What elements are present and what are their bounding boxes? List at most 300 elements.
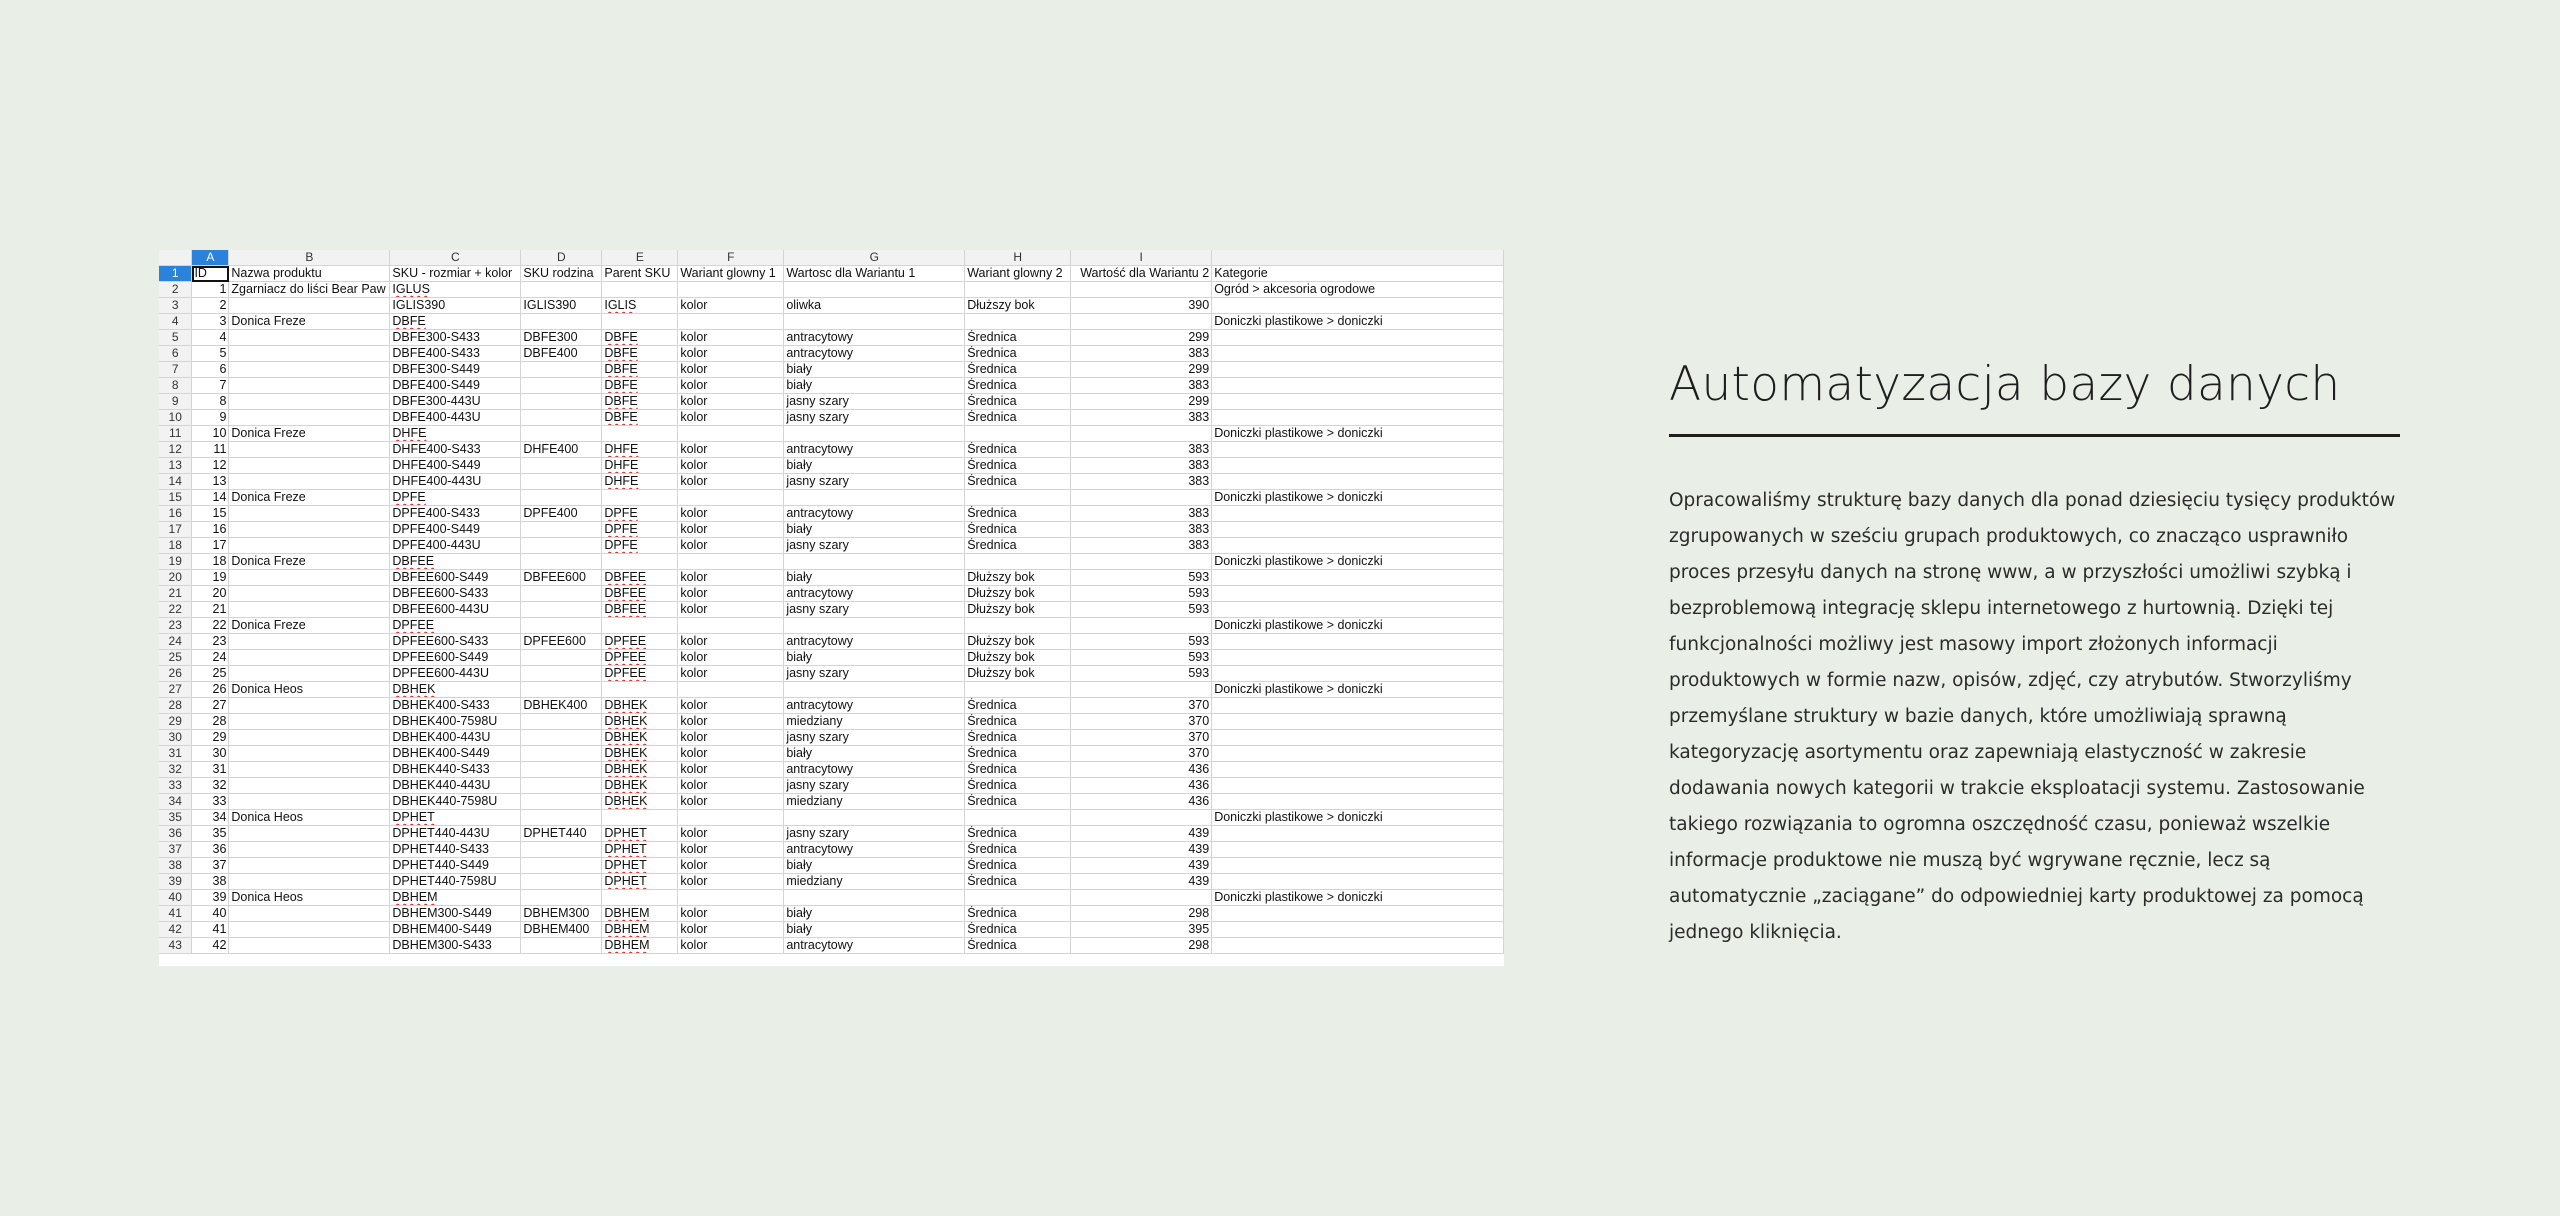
table-cell[interactable]: 24 [192, 650, 229, 666]
table-cell[interactable]: kolor [678, 362, 784, 378]
row-number[interactable]: 2 [159, 282, 192, 298]
table-cell[interactable] [521, 490, 602, 506]
table-cell[interactable]: Średnica [965, 730, 1071, 746]
table-cell[interactable]: DBHEK [390, 682, 521, 698]
table-cell[interactable] [1212, 634, 1504, 650]
table-cell[interactable]: DBHEM300 [521, 906, 602, 922]
table-cell[interactable] [784, 426, 965, 442]
table-cell[interactable]: Donica Freze [229, 314, 390, 330]
table-cell[interactable]: DBHEK400-443U [390, 730, 521, 746]
row-number[interactable]: 23 [159, 618, 192, 634]
column-header[interactable]: B [229, 250, 390, 266]
row-number[interactable]: 5 [159, 330, 192, 346]
table-cell[interactable] [521, 602, 602, 618]
table-cell[interactable]: Średnica [965, 906, 1071, 922]
table-cell[interactable] [1212, 602, 1504, 618]
table-cell[interactable]: kolor [678, 474, 784, 490]
row-number[interactable]: 43 [159, 938, 192, 954]
table-cell[interactable]: Dłuższy bok [965, 570, 1071, 586]
row-number[interactable]: 16 [159, 506, 192, 522]
column-header[interactable]: F [678, 250, 784, 266]
column-header[interactable]: C [390, 250, 521, 266]
row-number[interactable]: 34 [159, 794, 192, 810]
table-cell[interactable]: 6 [192, 362, 229, 378]
table-cell[interactable] [1071, 426, 1212, 442]
table-cell[interactable]: 30 [192, 746, 229, 762]
table-cell[interactable] [678, 426, 784, 442]
table-cell[interactable]: antracytowy [784, 346, 965, 362]
table-cell[interactable]: 26 [192, 682, 229, 698]
table-cell[interactable]: 8 [192, 394, 229, 410]
table-cell[interactable] [1071, 314, 1212, 330]
table-cell[interactable] [229, 778, 390, 794]
table-cell[interactable]: 390 [1071, 298, 1212, 314]
table-cell[interactable]: DBFEE [602, 586, 678, 602]
row-number[interactable]: 9 [159, 394, 192, 410]
table-cell[interactable]: DBFEE [602, 570, 678, 586]
table-cell[interactable] [1212, 474, 1504, 490]
table-cell[interactable] [521, 666, 602, 682]
table-cell[interactable]: Zgarniacz do liści Bear Paw [229, 282, 390, 298]
table-cell[interactable] [229, 730, 390, 746]
table-cell[interactable]: DBFE [602, 394, 678, 410]
table-cell[interactable]: DBFEE [602, 602, 678, 618]
table-cell[interactable]: DBFE400-S449 [390, 378, 521, 394]
row-number[interactable]: 35 [159, 810, 192, 826]
table-cell[interactable]: DPHET440-S449 [390, 858, 521, 874]
table-cell[interactable] [1212, 762, 1504, 778]
table-cell[interactable] [229, 346, 390, 362]
table-cell[interactable]: Doniczki plastikowe > doniczki [1212, 682, 1504, 698]
table-cell[interactable] [1212, 330, 1504, 346]
column-header[interactable]: H [965, 250, 1071, 266]
table-cell[interactable]: DPFE [602, 506, 678, 522]
table-cell[interactable]: 383 [1071, 346, 1212, 362]
table-cell[interactable]: 439 [1071, 874, 1212, 890]
row-number[interactable]: 27 [159, 682, 192, 698]
table-cell[interactable]: Doniczki plastikowe > doniczki [1212, 426, 1504, 442]
table-cell[interactable] [521, 858, 602, 874]
table-cell[interactable] [229, 858, 390, 874]
table-cell[interactable]: Donica Heos [229, 810, 390, 826]
table-cell[interactable]: 436 [1071, 778, 1212, 794]
table-cell[interactable]: DBHEK400-S433 [390, 698, 521, 714]
row-number[interactable]: 40 [159, 890, 192, 906]
table-cell[interactable] [965, 618, 1071, 634]
table-cell[interactable]: DPFEE600-S433 [390, 634, 521, 650]
table-cell[interactable]: DBHEK400-7598U [390, 714, 521, 730]
table-cell[interactable] [229, 666, 390, 682]
table-cell[interactable]: DPHET440 [521, 826, 602, 842]
table-cell[interactable] [521, 378, 602, 394]
table-cell[interactable] [602, 618, 678, 634]
table-cell[interactable] [965, 426, 1071, 442]
table-cell[interactable]: 299 [1071, 362, 1212, 378]
table-cell[interactable] [1212, 922, 1504, 938]
column-header[interactable]: A [192, 250, 229, 266]
table-cell[interactable] [1212, 410, 1504, 426]
table-cell[interactable]: 23 [192, 634, 229, 650]
table-cell[interactable] [521, 682, 602, 698]
table-cell[interactable]: Średnica [965, 762, 1071, 778]
table-cell[interactable] [229, 698, 390, 714]
table-cell[interactable]: 370 [1071, 746, 1212, 762]
table-cell[interactable]: DPFEE [602, 634, 678, 650]
table-cell[interactable]: 37 [192, 858, 229, 874]
row-number[interactable]: 26 [159, 666, 192, 682]
table-cell[interactable]: biały [784, 906, 965, 922]
table-cell[interactable] [521, 938, 602, 954]
table-cell[interactable]: DBFE [602, 330, 678, 346]
table-cell[interactable]: jasny szary [784, 538, 965, 554]
table-cell[interactable]: 436 [1071, 794, 1212, 810]
table-cell[interactable]: DPHET [390, 810, 521, 826]
table-cell[interactable]: kolor [678, 410, 784, 426]
table-cell[interactable]: miedziany [784, 714, 965, 730]
table-cell[interactable]: DPHET440-443U [390, 826, 521, 842]
table-cell[interactable]: DHFE [602, 458, 678, 474]
table-cell[interactable]: 5 [192, 346, 229, 362]
table-cell[interactable]: kolor [678, 858, 784, 874]
table-cell[interactable]: biały [784, 650, 965, 666]
row-number[interactable]: 33 [159, 778, 192, 794]
table-cell[interactable]: DHFE [602, 474, 678, 490]
table-cell[interactable]: biały [784, 458, 965, 474]
table-cell[interactable]: 593 [1071, 602, 1212, 618]
table-cell[interactable] [229, 602, 390, 618]
table-cell[interactable] [602, 810, 678, 826]
table-cell[interactable]: 19 [192, 570, 229, 586]
table-cell[interactable]: DHFE [390, 426, 521, 442]
table-cell[interactable] [965, 314, 1071, 330]
table-cell[interactable]: 1 [192, 282, 229, 298]
table-cell[interactable] [521, 474, 602, 490]
table-cell[interactable] [229, 378, 390, 394]
table-cell[interactable]: kolor [678, 906, 784, 922]
table-cell[interactable] [521, 554, 602, 570]
table-cell[interactable]: biały [784, 522, 965, 538]
table-cell[interactable] [602, 426, 678, 442]
table-cell[interactable] [678, 314, 784, 330]
table-cell[interactable]: 28 [192, 714, 229, 730]
table-cell[interactable]: jasny szary [784, 730, 965, 746]
table-cell[interactable] [521, 842, 602, 858]
table-cell[interactable]: Wartość dla Wariantu 2 [1071, 266, 1212, 282]
table-cell[interactable]: 34 [192, 810, 229, 826]
table-cell[interactable]: 3 [192, 314, 229, 330]
table-cell[interactable]: Średnica [965, 698, 1071, 714]
table-cell[interactable]: kolor [678, 634, 784, 650]
table-cell[interactable]: Dłuższy bok [965, 586, 1071, 602]
table-cell[interactable] [965, 682, 1071, 698]
table-cell[interactable]: 38 [192, 874, 229, 890]
table-cell[interactable]: miedziany [784, 874, 965, 890]
column-header[interactable]: D [521, 250, 602, 266]
row-number[interactable]: 4 [159, 314, 192, 330]
row-number[interactable]: 7 [159, 362, 192, 378]
table-cell[interactable]: kolor [678, 538, 784, 554]
table-cell[interactable]: IGLUS [390, 282, 521, 298]
table-cell[interactable]: DHFE400 [521, 442, 602, 458]
table-cell[interactable]: antracytowy [784, 762, 965, 778]
table-cell[interactable] [1071, 890, 1212, 906]
table-cell[interactable]: antracytowy [784, 698, 965, 714]
row-number[interactable]: 31 [159, 746, 192, 762]
table-cell[interactable] [602, 282, 678, 298]
table-cell[interactable]: kolor [678, 762, 784, 778]
table-cell[interactable] [229, 650, 390, 666]
table-cell[interactable]: 383 [1071, 442, 1212, 458]
table-cell[interactable] [229, 474, 390, 490]
table-cell[interactable]: Doniczki plastikowe > doniczki [1212, 810, 1504, 826]
table-cell[interactable]: DPFE400 [521, 506, 602, 522]
table-cell[interactable]: 383 [1071, 410, 1212, 426]
column-header[interactable] [1212, 250, 1504, 266]
table-cell[interactable] [521, 618, 602, 634]
table-cell[interactable] [229, 874, 390, 890]
table-cell[interactable]: 17 [192, 538, 229, 554]
table-cell[interactable]: DPFEE [602, 666, 678, 682]
table-cell[interactable]: kolor [678, 506, 784, 522]
table-cell[interactable]: jasny szary [784, 666, 965, 682]
table-cell[interactable]: 370 [1071, 730, 1212, 746]
table-cell[interactable]: antracytowy [784, 938, 965, 954]
table-cell[interactable]: DBHEK440-S433 [390, 762, 521, 778]
table-cell[interactable] [678, 618, 784, 634]
table-cell[interactable]: 2 [192, 298, 229, 314]
row-number[interactable]: 32 [159, 762, 192, 778]
table-cell[interactable]: Dłuższy bok [965, 602, 1071, 618]
table-cell[interactable]: biały [784, 858, 965, 874]
table-cell[interactable]: 383 [1071, 474, 1212, 490]
table-cell[interactable]: 40 [192, 906, 229, 922]
table-cell[interactable]: IGLIS [602, 298, 678, 314]
table-cell[interactable]: Średnica [965, 938, 1071, 954]
table-cell[interactable] [521, 874, 602, 890]
table-cell[interactable]: miedziany [784, 794, 965, 810]
table-cell[interactable]: DPFEE600-443U [390, 666, 521, 682]
table-cell[interactable]: kolor [678, 714, 784, 730]
row-number[interactable]: 28 [159, 698, 192, 714]
table-cell[interactable]: DHFE400-443U [390, 474, 521, 490]
table-cell[interactable]: kolor [678, 586, 784, 602]
table-cell[interactable] [521, 538, 602, 554]
table-cell[interactable]: DBFE [602, 410, 678, 426]
table-cell[interactable]: DBFE [602, 362, 678, 378]
table-cell[interactable]: DBHEK [602, 762, 678, 778]
row-number[interactable]: 29 [159, 714, 192, 730]
table-cell[interactable]: kolor [678, 746, 784, 762]
row-number[interactable]: 11 [159, 426, 192, 442]
table-cell[interactable]: 33 [192, 794, 229, 810]
table-cell[interactable] [521, 746, 602, 762]
table-cell[interactable]: biały [784, 378, 965, 394]
table-cell[interactable] [229, 922, 390, 938]
table-cell[interactable] [678, 682, 784, 698]
table-cell[interactable] [229, 938, 390, 954]
table-cell[interactable] [1212, 842, 1504, 858]
table-cell[interactable]: 439 [1071, 842, 1212, 858]
table-cell[interactable] [521, 410, 602, 426]
table-cell[interactable]: kolor [678, 394, 784, 410]
table-cell[interactable] [784, 554, 965, 570]
table-cell[interactable]: DPHET440-S433 [390, 842, 521, 858]
table-cell[interactable]: Kategorie [1212, 266, 1504, 282]
table-cell[interactable] [1212, 826, 1504, 842]
table-cell[interactable]: Średnica [965, 778, 1071, 794]
column-header[interactable]: E [602, 250, 678, 266]
table-cell[interactable]: Średnica [965, 794, 1071, 810]
table-cell[interactable]: Średnica [965, 538, 1071, 554]
table-cell[interactable]: 32 [192, 778, 229, 794]
table-cell[interactable]: DBHEK440-443U [390, 778, 521, 794]
table-cell[interactable] [784, 810, 965, 826]
table-cell[interactable]: 10 [192, 426, 229, 442]
table-cell[interactable]: DBFE300 [521, 330, 602, 346]
table-cell[interactable] [1212, 362, 1504, 378]
table-cell[interactable]: kolor [678, 442, 784, 458]
table-cell[interactable]: Donica Freze [229, 426, 390, 442]
table-cell[interactable]: Donica Freze [229, 618, 390, 634]
table-cell[interactable] [1212, 378, 1504, 394]
table-cell[interactable]: 593 [1071, 666, 1212, 682]
table-cell[interactable]: 299 [1071, 330, 1212, 346]
table-cell[interactable]: Średnica [965, 378, 1071, 394]
table-cell[interactable]: biały [784, 922, 965, 938]
table-cell[interactable]: antracytowy [784, 634, 965, 650]
table-cell[interactable]: Wariant glowny 2 [965, 266, 1071, 282]
table-cell[interactable]: 20 [192, 586, 229, 602]
table-cell[interactable]: biały [784, 746, 965, 762]
table-cell[interactable] [229, 586, 390, 602]
table-cell[interactable] [521, 314, 602, 330]
table-cell[interactable]: 36 [192, 842, 229, 858]
table-cell[interactable]: IGLIS390 [390, 298, 521, 314]
table-cell[interactable]: DBHEK [602, 746, 678, 762]
table-cell[interactable]: Średnica [965, 474, 1071, 490]
table-cell[interactable]: 12 [192, 458, 229, 474]
table-cell[interactable]: DBFE400-S433 [390, 346, 521, 362]
table-cell[interactable]: 383 [1071, 538, 1212, 554]
table-cell[interactable]: SKU rodzina [521, 266, 602, 282]
table-cell[interactable]: DBHEM400 [521, 922, 602, 938]
table-cell[interactable]: 41 [192, 922, 229, 938]
table-cell[interactable]: Średnica [965, 522, 1071, 538]
table-cell[interactable] [229, 746, 390, 762]
table-cell[interactable]: 7 [192, 378, 229, 394]
table-cell[interactable]: Średnica [965, 394, 1071, 410]
row-number[interactable]: 14 [159, 474, 192, 490]
table-cell[interactable]: DBHEM [390, 890, 521, 906]
table-cell[interactable]: kolor [678, 650, 784, 666]
table-cell[interactable]: DPFE400-S433 [390, 506, 521, 522]
table-cell[interactable] [521, 522, 602, 538]
table-cell[interactable]: DBHEK [602, 794, 678, 810]
table-cell[interactable] [229, 394, 390, 410]
table-cell[interactable] [229, 842, 390, 858]
table-cell[interactable]: 593 [1071, 634, 1212, 650]
table-cell[interactable] [1071, 810, 1212, 826]
table-cell[interactable]: DBHEK [602, 698, 678, 714]
table-cell[interactable]: 25 [192, 666, 229, 682]
table-cell[interactable]: 39 [192, 890, 229, 906]
table-cell[interactable]: 395 [1071, 922, 1212, 938]
table-cell[interactable]: DBHEK [602, 730, 678, 746]
table-cell[interactable]: 298 [1071, 938, 1212, 954]
table-cell[interactable]: 593 [1071, 586, 1212, 602]
row-number[interactable]: 3 [159, 298, 192, 314]
table-cell[interactable] [602, 890, 678, 906]
row-number[interactable]: 8 [159, 378, 192, 394]
table-cell[interactable]: kolor [678, 842, 784, 858]
table-cell[interactable]: 27 [192, 698, 229, 714]
table-cell[interactable]: 9 [192, 410, 229, 426]
row-number[interactable]: 1 [159, 266, 192, 282]
table-cell[interactable]: 13 [192, 474, 229, 490]
table-cell[interactable]: biały [784, 362, 965, 378]
table-cell[interactable]: 35 [192, 826, 229, 842]
table-cell[interactable] [784, 618, 965, 634]
table-cell[interactable] [1212, 858, 1504, 874]
table-cell[interactable]: Donica Freze [229, 554, 390, 570]
table-cell[interactable]: kolor [678, 346, 784, 362]
table-cell[interactable]: ID [192, 266, 229, 282]
table-cell[interactable]: DPFE [390, 490, 521, 506]
table-cell[interactable] [602, 682, 678, 698]
table-cell[interactable] [521, 810, 602, 826]
table-cell[interactable]: DPFE400-443U [390, 538, 521, 554]
table-cell[interactable]: DPFE400-S449 [390, 522, 521, 538]
table-cell[interactable]: Średnica [965, 410, 1071, 426]
row-number[interactable]: 17 [159, 522, 192, 538]
table-cell[interactable]: Ogród > akcesoria ogrodowe [1212, 282, 1504, 298]
sheet-corner[interactable] [159, 250, 192, 266]
table-cell[interactable] [1212, 714, 1504, 730]
table-cell[interactable] [784, 314, 965, 330]
table-cell[interactable]: Doniczki plastikowe > doniczki [1212, 490, 1504, 506]
column-header[interactable]: G [784, 250, 965, 266]
table-cell[interactable]: DBHEM [602, 906, 678, 922]
table-cell[interactable]: 11 [192, 442, 229, 458]
table-cell[interactable]: IGLIS390 [521, 298, 602, 314]
table-cell[interactable] [784, 682, 965, 698]
table-cell[interactable]: kolor [678, 666, 784, 682]
table-cell[interactable]: DHFE [602, 442, 678, 458]
table-cell[interactable]: DBFEE600-S449 [390, 570, 521, 586]
table-cell[interactable] [1071, 490, 1212, 506]
row-number[interactable]: 6 [159, 346, 192, 362]
table-cell[interactable]: kolor [678, 570, 784, 586]
table-cell[interactable]: DBFEE600-443U [390, 602, 521, 618]
table-cell[interactable] [229, 538, 390, 554]
table-cell[interactable] [1212, 586, 1504, 602]
table-cell[interactable]: antracytowy [784, 442, 965, 458]
table-cell[interactable] [1071, 282, 1212, 298]
table-cell[interactable]: 15 [192, 506, 229, 522]
table-cell[interactable]: 439 [1071, 826, 1212, 842]
table-cell[interactable]: DBFE300-443U [390, 394, 521, 410]
table-cell[interactable]: DPFEE [602, 650, 678, 666]
table-cell[interactable]: DBFE400 [521, 346, 602, 362]
table-cell[interactable] [521, 778, 602, 794]
table-cell[interactable] [1212, 906, 1504, 922]
table-cell[interactable] [1071, 682, 1212, 698]
table-cell[interactable]: DBHEK [602, 778, 678, 794]
table-cell[interactable]: kolor [678, 458, 784, 474]
table-cell[interactable]: kolor [678, 826, 784, 842]
table-cell[interactable] [784, 490, 965, 506]
table-cell[interactable]: DBHEM300-S433 [390, 938, 521, 954]
